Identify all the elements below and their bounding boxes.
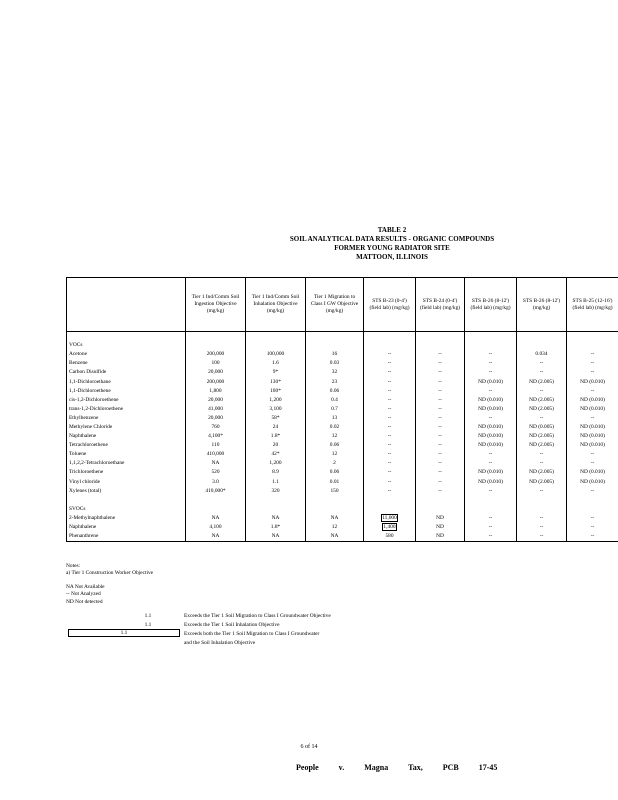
empty-cell	[364, 341, 416, 350]
table-row	[67, 405, 618, 414]
citation-word: Tax,	[408, 763, 423, 772]
title-line-3: FORMER YOUNG RADIATOR SITE	[334, 244, 450, 252]
table-cell: 2	[306, 459, 364, 468]
table-cell: ND (0.010)	[567, 405, 618, 414]
table-cell: 1,800	[186, 387, 246, 396]
table-cell: ND (0.010)	[567, 396, 618, 405]
compound-name: Xylenes (total)	[67, 487, 186, 496]
table-cell	[364, 514, 416, 523]
table-cell: ND (2.005)	[517, 396, 567, 405]
compound-name: 2-Methylnaphthalene	[67, 514, 186, 523]
section-header-row	[67, 341, 618, 350]
table-cell: ND (0.010)	[567, 478, 618, 487]
spacer-cell	[517, 496, 567, 505]
notes-label: Notes:	[66, 563, 81, 569]
table-cell: --	[517, 359, 567, 368]
spacer-cell	[306, 496, 364, 505]
table-cell: --	[416, 377, 465, 386]
table-cell: ND (2.005)	[517, 441, 567, 450]
spacer-cell	[465, 332, 517, 342]
table-cell: 16	[306, 350, 364, 359]
table-cell: --	[517, 387, 567, 396]
table-cell: 0.06	[306, 468, 364, 477]
spacer-cell	[465, 496, 517, 505]
table-row	[67, 377, 618, 386]
spacer-cell	[517, 332, 567, 342]
table-cell: --	[364, 414, 416, 423]
table-cell: 32	[306, 368, 364, 377]
table-cell: ND (0.010)	[567, 432, 618, 441]
table-cell: ND (0.010)	[567, 423, 618, 432]
table-cell: --	[416, 450, 465, 459]
compound-name: Naphthalene	[67, 432, 186, 441]
note-construction-worker: a) Tier 1 Construction Worker Objective	[66, 570, 154, 577]
table-cell: 130*	[246, 377, 306, 386]
table-cell: 20,000	[186, 368, 246, 377]
legend-text: and the Soil Inhalation Objective	[184, 640, 256, 646]
empty-cell	[465, 505, 517, 514]
spacer-cell	[364, 496, 416, 505]
table-cell: ND	[416, 532, 465, 542]
section-header-row	[67, 505, 618, 514]
table-cell: ND (0.010)	[465, 396, 517, 405]
empty-cell	[186, 341, 246, 350]
compound-name: Phenanthrene	[67, 532, 186, 542]
table-cell: --	[567, 359, 618, 368]
table-cell: --	[567, 368, 618, 377]
table-cell: --	[416, 387, 465, 396]
spacer-cell	[67, 496, 186, 505]
table-row	[67, 414, 618, 423]
table-cell: 0.01	[306, 478, 364, 487]
table-cell: 110	[186, 441, 246, 450]
note-not-detected: ND Not detected	[66, 598, 103, 605]
table-cell: 12	[306, 523, 364, 532]
table-cell: --	[416, 414, 465, 423]
table-cell: NA	[306, 514, 364, 523]
compound-name: 1,1,2,2-Tetrachloroethane	[67, 459, 186, 468]
table-cell: 1,200	[246, 396, 306, 405]
table-cell: --	[364, 387, 416, 396]
table-cell: 0.02	[306, 423, 364, 432]
table-cell: --	[517, 523, 567, 532]
table-cell: 12	[306, 432, 364, 441]
table-cell: --	[364, 478, 416, 487]
column-header: STS B-26 (8-12') (mg/kg)	[517, 278, 567, 332]
table-row	[67, 532, 618, 542]
table-cell: 58*	[246, 414, 306, 423]
table-cell: ND (0.010)	[465, 468, 517, 477]
legend-code-boxed: 1.1	[68, 629, 180, 637]
table-cell: --	[364, 350, 416, 359]
table-cell: ND (0.010)	[465, 405, 517, 414]
table-cell: 24	[246, 423, 306, 432]
note-na: NA Not Available	[66, 583, 105, 590]
legend-code: 1.1	[144, 622, 152, 628]
empty-cell	[416, 341, 465, 350]
table-cell: --	[364, 468, 416, 477]
table-cell: NA	[246, 514, 306, 523]
table-cell: ND (0.005)	[517, 423, 567, 432]
table-cell: ND (0.010)	[567, 468, 618, 477]
table-cell: --	[465, 487, 517, 496]
table-cell: 20,000	[186, 414, 246, 423]
table-cell: --	[567, 487, 618, 496]
table-cell: --	[567, 387, 618, 396]
citation-word: v.	[338, 763, 345, 772]
spacer-cell	[416, 332, 465, 342]
table-cell: --	[465, 387, 517, 396]
table-cell: --	[364, 450, 416, 459]
table-cell: --	[465, 532, 517, 542]
table-cell: 12	[306, 450, 364, 459]
compound-name: Acetone	[67, 350, 186, 359]
table-cell: --	[416, 459, 465, 468]
table-row	[67, 396, 618, 405]
table-cell: NA	[246, 532, 306, 542]
empty-cell	[517, 505, 567, 514]
table-cell: --	[567, 459, 618, 468]
table-cell: 9*	[246, 368, 306, 377]
table-cell: ND	[416, 514, 465, 523]
table-cell: --	[465, 359, 517, 368]
table-cell: 320	[246, 487, 306, 496]
table-cell: 410,000	[186, 450, 246, 459]
table-cell: --	[517, 414, 567, 423]
table-cell: --	[517, 368, 567, 377]
table-cell: 23	[306, 377, 364, 386]
table-cell: 580	[364, 532, 416, 542]
spacer-cell	[246, 332, 306, 342]
table-cell: 1,200	[246, 459, 306, 468]
table-cell: --	[517, 459, 567, 468]
note-not-analyzed: -- Not Analyzed	[66, 591, 101, 598]
table-row	[67, 350, 618, 359]
section-header: SVOCs	[67, 505, 186, 514]
column-header: Tier 1 Migration to Class I GW Objective (mg/kg)	[306, 278, 364, 332]
citation-word: PCB	[442, 763, 459, 772]
table-cell: --	[416, 478, 465, 487]
citation-word: 17-45	[478, 763, 498, 772]
table-cell: ND (2.005)	[517, 468, 567, 477]
table-row	[67, 514, 618, 523]
table-cell: --	[517, 514, 567, 523]
table-cell: --	[567, 532, 618, 542]
table-cell: --	[416, 423, 465, 432]
spacer-cell	[567, 496, 618, 505]
table-cell: --	[364, 459, 416, 468]
table-cell: ND (2.005)	[517, 377, 567, 386]
table-cell: 0.7	[306, 405, 364, 414]
table-cell: --	[567, 523, 618, 532]
compound-name: Carbon Disulfide	[67, 368, 186, 377]
compound-name: Toluene	[67, 450, 186, 459]
highlighted-value: 1,400	[383, 524, 396, 531]
table-row	[67, 387, 618, 396]
spacer-cell	[246, 496, 306, 505]
column-header-row	[67, 278, 618, 332]
column-header	[67, 278, 186, 332]
compound-name: Vinyl chloride	[67, 478, 186, 487]
table-cell: 0.03	[306, 359, 364, 368]
spacer-cell	[67, 332, 186, 342]
table-cell: 200,000	[186, 377, 246, 386]
table-cell: ND (0.010)	[465, 423, 517, 432]
column-header: STS B-24 (0-4') (field lab) (mg/kg)	[416, 278, 465, 332]
table-cell: --	[416, 441, 465, 450]
empty-cell	[246, 341, 306, 350]
legend-code: 1.1	[144, 613, 152, 619]
table-cell: ND (0.010)	[465, 432, 517, 441]
table-cell: 100	[186, 359, 246, 368]
table-cell: --	[465, 350, 517, 359]
notes	[66, 563, 486, 606]
table-cell: 3.0	[186, 478, 246, 487]
table-cell: --	[567, 414, 618, 423]
empty-cell	[306, 505, 364, 514]
table-cell: --	[364, 432, 416, 441]
table-row	[67, 487, 618, 496]
table-cell: --	[364, 441, 416, 450]
table-cell: --	[465, 414, 517, 423]
table-cell: --	[364, 423, 416, 432]
title-line-1: TABLE 2	[377, 226, 407, 234]
table-cell: --	[416, 368, 465, 377]
table-cell: 4,100*	[186, 432, 246, 441]
table-cell: --	[517, 450, 567, 459]
spacer-cell	[567, 332, 618, 342]
table-row	[67, 450, 618, 459]
empty-cell	[306, 341, 364, 350]
table-cell: 1.8*	[246, 432, 306, 441]
compound-name: Trichloroethene	[67, 468, 186, 477]
table-cell: --	[567, 350, 618, 359]
table-cell: 20	[246, 441, 306, 450]
table-cell: 0.06	[306, 387, 364, 396]
table-cell: --	[416, 432, 465, 441]
empty-cell	[517, 341, 567, 350]
compound-name: 1,1-Dichloroethene	[67, 387, 186, 396]
table-cell: --	[416, 468, 465, 477]
table-cell: 1.1	[246, 478, 306, 487]
table-cell: ND (0.010)	[465, 478, 517, 487]
table-cell: NA	[306, 532, 364, 542]
table-cell: --	[517, 532, 567, 542]
table-cell: 150	[306, 487, 364, 496]
table-cell: ND (2.005)	[517, 432, 567, 441]
compound-name: Ethylbenzene	[67, 414, 186, 423]
table-cell: NA	[186, 532, 246, 542]
spacer-cell	[306, 332, 364, 342]
table-cell: 1.6	[246, 359, 306, 368]
column-header: STS B-26 (8-12') (field lab) (mg/kg)	[465, 278, 517, 332]
empty-cell	[567, 341, 618, 350]
table-row	[67, 459, 618, 468]
citation-word: Magna	[364, 763, 389, 772]
spacer-row	[67, 332, 618, 342]
table-cell: ND (0.010)	[567, 377, 618, 386]
legend-text: Exceeds the Tier 1 Soil Migration to Class I Groundwater Objective	[184, 613, 331, 619]
table-row	[67, 359, 618, 368]
spacer-cell	[364, 332, 416, 342]
table-row	[67, 523, 618, 532]
table-cell: --	[567, 514, 618, 523]
table-cell: --	[567, 450, 618, 459]
table-cell: 100*	[246, 387, 306, 396]
table-cell: ND (2.005)	[517, 478, 567, 487]
table-row	[67, 423, 618, 432]
table-cell: 42*	[246, 450, 306, 459]
page-number: 6 of 14	[300, 744, 318, 750]
table-cell: 520	[186, 468, 246, 477]
table-cell: 760	[186, 423, 246, 432]
table-cell: 410,000*	[186, 487, 246, 496]
table-cell: 0.4	[306, 396, 364, 405]
table-cell: --	[465, 459, 517, 468]
table-row	[67, 478, 618, 487]
title-line-4: MATTOON, ILLINOIS	[356, 253, 428, 261]
empty-cell	[186, 505, 246, 514]
table-cell: 8.9	[246, 468, 306, 477]
compound-name: Methylene Chloride	[67, 423, 186, 432]
table-cell: --	[416, 350, 465, 359]
table-cell: 3,100	[246, 405, 306, 414]
column-header: STS B-25 (12-16') (field lab) (mg/kg)	[567, 278, 618, 332]
table-cell: 0.034	[517, 350, 567, 359]
table-cell: --	[364, 368, 416, 377]
table-cell: --	[465, 514, 517, 523]
legend-text: Exceeds the Tier 1 Soil Inhalation Objective	[184, 622, 280, 628]
column-header: Tier 1 Ind/Comm Soil Ingestion Objective (mg/kg)	[186, 278, 246, 332]
section-header: VOCs	[67, 341, 186, 350]
case-citation	[296, 763, 515, 772]
compound-name: 1,1-Dichloroethane	[67, 377, 186, 386]
table-row	[67, 468, 618, 477]
column-header: STS B-23 (0-4') (field lab) (mg/kg)	[364, 278, 416, 332]
table-cell: 200,000	[186, 350, 246, 359]
compound-name: trans-1,2-Dichloroethene	[67, 405, 186, 414]
table-row	[67, 441, 618, 450]
empty-cell	[465, 341, 517, 350]
spacer-cell	[416, 496, 465, 505]
soil-results-table	[66, 277, 618, 542]
empty-cell	[567, 505, 618, 514]
table-cell: --	[416, 487, 465, 496]
table-cell: --	[364, 377, 416, 386]
legend-text: Exceeds both the Tier 1 Soil Migration to Class I Groundwater	[184, 631, 320, 637]
table-cell: ND (0.010)	[465, 377, 517, 386]
table-cell: --	[364, 405, 416, 414]
table-cell: --	[364, 487, 416, 496]
table-cell: ND	[416, 523, 465, 532]
table-cell: --	[364, 396, 416, 405]
table-cell: ND (2.005)	[517, 405, 567, 414]
spacer-row	[67, 496, 618, 505]
table-cell: --	[364, 359, 416, 368]
compound-name: Naphthalene	[67, 523, 186, 532]
compound-name: Tetrachloroethene	[67, 441, 186, 450]
table-cell	[364, 523, 416, 532]
table-cell: 13	[306, 414, 364, 423]
table-cell: --	[416, 396, 465, 405]
table-cell: 0.06	[306, 441, 364, 450]
highlighted-value: 11,000	[382, 514, 397, 521]
table-cell: 41,000	[186, 405, 246, 414]
column-header: Tier 1 Ind/Comm Soil Inhalation Objective (mg/kg)	[246, 278, 306, 332]
table-cell: 1.8*	[246, 523, 306, 532]
title-line-2: SOIL ANALYTICAL DATA RESULTS - ORGANIC COMPOUNDS	[289, 235, 495, 243]
table-cell: --	[416, 405, 465, 414]
empty-cell	[364, 505, 416, 514]
empty-cell	[246, 505, 306, 514]
table-cell: NA	[186, 459, 246, 468]
table-cell: ND (0.010)	[567, 441, 618, 450]
compound-name: Benzene	[67, 359, 186, 368]
table-cell: --	[465, 368, 517, 377]
table-cell: --	[517, 487, 567, 496]
citation-word: People	[296, 763, 319, 772]
table-cell: 20,000	[186, 396, 246, 405]
spacer-cell	[186, 332, 246, 342]
empty-cell	[416, 505, 465, 514]
table-cell: --	[465, 450, 517, 459]
table-body	[67, 332, 618, 542]
table-cell: 100,000	[246, 350, 306, 359]
table-cell: 4,100	[186, 523, 246, 532]
table-cell: NA	[186, 514, 246, 523]
table-row	[67, 432, 618, 441]
table-cell: --	[465, 523, 517, 532]
spacer-cell	[186, 496, 246, 505]
table-row	[67, 368, 618, 377]
table-cell: ND (0.010)	[465, 441, 517, 450]
compound-name: cis-1,2-Dichloroethene	[67, 396, 186, 405]
table-cell: --	[416, 359, 465, 368]
